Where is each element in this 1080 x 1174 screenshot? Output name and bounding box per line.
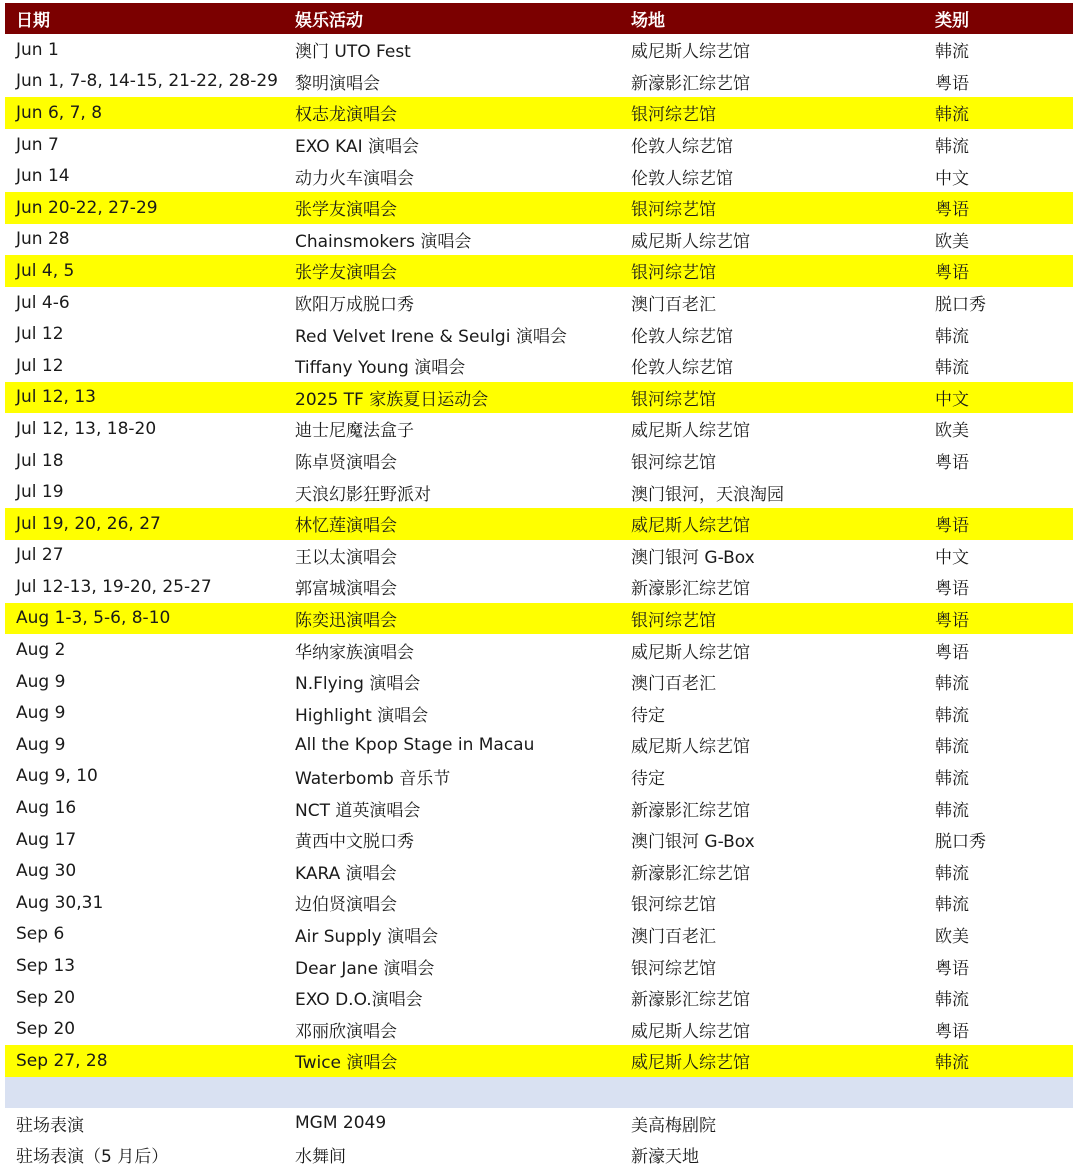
cell-event: 郭富城演唱会 bbox=[295, 579, 397, 600]
table-row bbox=[5, 1108, 1073, 1140]
cell-date: Jul 12-13, 19-20, 25-27 bbox=[16, 576, 212, 597]
cell-category: 粤语 bbox=[935, 958, 969, 979]
cell-category: 粤语 bbox=[935, 610, 969, 631]
cell-date: Jun 20-22, 27-29 bbox=[16, 197, 158, 218]
cell-event: 张学友演唱会 bbox=[295, 263, 397, 284]
cell-date: Aug 30 bbox=[16, 861, 77, 882]
table-row bbox=[5, 855, 1073, 887]
cell-event: 张学友演唱会 bbox=[295, 200, 397, 221]
cell-date: Sep 20 bbox=[16, 1019, 76, 1040]
cell-event: Tiffany Young 演唱会 bbox=[295, 358, 466, 379]
table-row bbox=[5, 413, 1073, 445]
cell-date: Aug 9 bbox=[16, 703, 66, 724]
cell-category: 粤语 bbox=[935, 263, 969, 284]
cell-venue: 威尼斯人综艺馆 bbox=[631, 1021, 750, 1042]
cell-event: Twice 演唱会 bbox=[295, 1053, 398, 1074]
cell-category: 韩流 bbox=[935, 737, 969, 758]
cell-category: 粤语 bbox=[935, 516, 969, 537]
table-row bbox=[5, 540, 1073, 572]
cell-event: Air Supply 演唱会 bbox=[295, 926, 439, 947]
table-row bbox=[5, 224, 1073, 256]
cell-event: 陈卓贤演唱会 bbox=[295, 453, 397, 474]
cell-category: 中文 bbox=[935, 389, 969, 410]
table-row bbox=[5, 287, 1073, 319]
cell-venue: 澳门百老汇 bbox=[631, 926, 716, 947]
table-row bbox=[5, 192, 1073, 224]
cell-venue: 新濠影汇综艺馆 bbox=[631, 990, 750, 1011]
cell-event: 动力火车演唱会 bbox=[295, 168, 414, 189]
table-row bbox=[5, 950, 1073, 982]
header-date: 日期 bbox=[16, 11, 50, 31]
cell-category: 韩流 bbox=[935, 768, 969, 789]
cell-venue: 新濠影汇综艺馆 bbox=[631, 73, 750, 94]
cell-event: Waterbomb 音乐节 bbox=[295, 768, 451, 789]
cell-event: Highlight 演唱会 bbox=[295, 705, 429, 726]
cell-date: Aug 9 bbox=[16, 671, 66, 692]
cell-date: Sep 13 bbox=[16, 956, 76, 977]
cell-date: Jun 1 bbox=[16, 39, 59, 60]
cell-category: 粤语 bbox=[935, 200, 969, 221]
header-category: 类别 bbox=[935, 11, 969, 31]
cell-venue: 待定 bbox=[631, 768, 665, 789]
cell-event: 王以太演唱会 bbox=[295, 547, 397, 568]
cell-date: Sep 20 bbox=[16, 987, 76, 1008]
table-row bbox=[5, 382, 1073, 414]
cell-event: 迪士尼魔法盒子 bbox=[295, 421, 414, 442]
cell-date: Jul 19 bbox=[16, 482, 64, 503]
cell-date: Jul 4, 5 bbox=[16, 260, 75, 281]
cell-event: 水舞间 bbox=[295, 1147, 346, 1168]
cell-event: 陈奕迅演唱会 bbox=[295, 610, 397, 631]
table-row bbox=[5, 603, 1073, 635]
cell-category: 粤语 bbox=[935, 1021, 969, 1042]
cell-category: 欧美 bbox=[935, 231, 969, 252]
cell-category: 中文 bbox=[935, 168, 969, 189]
cell-date: Aug 9 bbox=[16, 734, 66, 755]
cell-venue: 澳门银河，天浪淘园 bbox=[631, 484, 784, 505]
table-row bbox=[5, 729, 1073, 761]
events-table bbox=[5, 3, 1073, 1171]
cell-event: 澳门 UTO Fest bbox=[295, 42, 411, 63]
table-row bbox=[5, 350, 1073, 382]
cell-venue: 新濠影汇综艺馆 bbox=[631, 579, 750, 600]
cell-date: Jun 1, 7-8, 14-15, 21-22, 28-29 bbox=[16, 71, 278, 92]
cell-event: 黎明演唱会 bbox=[295, 73, 380, 94]
cell-venue: 威尼斯人综艺馆 bbox=[631, 231, 750, 252]
cell-date: Aug 16 bbox=[16, 798, 77, 819]
table-row bbox=[5, 982, 1073, 1014]
cell-venue: 美高梅剧院 bbox=[631, 1115, 716, 1136]
cell-event: Red Velvet Irene & Seulgi 演唱会 bbox=[295, 326, 567, 347]
cell-category: 韩流 bbox=[935, 705, 969, 726]
cell-event: Dear Jane 演唱会 bbox=[295, 958, 435, 979]
table-row bbox=[5, 66, 1073, 98]
cell-category: 韩流 bbox=[935, 800, 969, 821]
cell-event: 华纳家族演唱会 bbox=[295, 642, 414, 663]
cell-venue: 伦敦人综艺馆 bbox=[631, 137, 733, 158]
cell-venue: 新濠影汇综艺馆 bbox=[631, 863, 750, 884]
cell-category: 韩流 bbox=[935, 42, 969, 63]
cell-date: Aug 30,31 bbox=[16, 892, 104, 913]
cell-event: EXO KAI 演唱会 bbox=[295, 137, 419, 158]
cell-category: 韩流 bbox=[935, 1053, 969, 1074]
table-row bbox=[5, 887, 1073, 919]
cell-venue: 银河综艺馆 bbox=[631, 263, 716, 284]
table-row bbox=[5, 919, 1073, 951]
cell-event: 林忆莲演唱会 bbox=[295, 516, 397, 537]
cell-date: Jun 14 bbox=[16, 166, 70, 187]
cell-category: 韩流 bbox=[935, 895, 969, 916]
cell-date: Jul 4-6 bbox=[16, 292, 70, 313]
cell-venue: 银河综艺馆 bbox=[631, 389, 716, 410]
cell-venue: 银河综艺馆 bbox=[631, 105, 716, 126]
cell-venue: 威尼斯人综艺馆 bbox=[631, 642, 750, 663]
header-venue: 场地 bbox=[631, 11, 665, 31]
cell-event: NCT 道英演唱会 bbox=[295, 800, 421, 821]
cell-category: 中文 bbox=[935, 547, 969, 568]
cell-date: Sep 6 bbox=[16, 924, 65, 945]
cell-category: 韩流 bbox=[935, 137, 969, 158]
table-row bbox=[5, 508, 1073, 540]
cell-category: 脱口秀 bbox=[935, 295, 986, 316]
cell-date: Jul 12, 13, 18-20 bbox=[16, 418, 157, 439]
cell-venue: 威尼斯人综艺馆 bbox=[631, 737, 750, 758]
cell-event: MGM 2049 bbox=[295, 1113, 387, 1134]
cell-category: 脱口秀 bbox=[935, 832, 986, 853]
cell-date: Jul 27 bbox=[16, 545, 64, 566]
cell-category: 韩流 bbox=[935, 990, 969, 1011]
cell-venue: 伦敦人综艺馆 bbox=[631, 168, 733, 189]
table-row bbox=[5, 476, 1073, 508]
cell-date: Jul 19, 20, 26, 27 bbox=[16, 513, 161, 534]
header-event: 娱乐活动 bbox=[295, 11, 363, 31]
table-row bbox=[5, 792, 1073, 824]
cell-event: 天浪幻影狂野派对 bbox=[295, 484, 431, 505]
cell-venue: 待定 bbox=[631, 705, 665, 726]
table-row bbox=[5, 634, 1073, 666]
table-row bbox=[5, 97, 1073, 129]
cell-venue: 银河综艺馆 bbox=[631, 895, 716, 916]
table-row bbox=[5, 255, 1073, 287]
table-row bbox=[5, 697, 1073, 729]
table-row bbox=[5, 571, 1073, 603]
cell-date: Jul 12 bbox=[16, 324, 64, 345]
cell-venue: 银河综艺馆 bbox=[631, 610, 716, 631]
cell-venue: 澳门百老汇 bbox=[631, 295, 716, 316]
cell-event: 2025 TF 家族夏日运动会 bbox=[295, 389, 489, 410]
table-body bbox=[5, 34, 1073, 1077]
cell-category: 欧美 bbox=[935, 421, 969, 442]
cell-category: 韩流 bbox=[935, 358, 969, 379]
cell-event: All the Kpop Stage in Macau bbox=[295, 734, 535, 755]
cell-venue: 银河综艺馆 bbox=[631, 958, 716, 979]
table-row bbox=[5, 1139, 1073, 1171]
cell-date: Jun 6, 7, 8 bbox=[16, 102, 103, 123]
cell-venue: 威尼斯人综艺馆 bbox=[631, 421, 750, 442]
table-row bbox=[5, 1045, 1073, 1077]
cell-date: Aug 2 bbox=[16, 640, 66, 661]
cell-date: Jul 18 bbox=[16, 450, 64, 471]
cell-event: EXO D.O.演唱会 bbox=[295, 990, 423, 1011]
cell-venue: 伦敦人综艺馆 bbox=[631, 358, 733, 379]
table-row bbox=[5, 666, 1073, 698]
cell-venue: 澳门百老汇 bbox=[631, 674, 716, 695]
table-row bbox=[5, 761, 1073, 793]
cell-venue: 伦敦人综艺馆 bbox=[631, 326, 733, 347]
cell-category: 韩流 bbox=[935, 674, 969, 695]
cell-venue: 银河综艺馆 bbox=[631, 453, 716, 474]
cell-event: 边伯贤演唱会 bbox=[295, 895, 397, 916]
table-row bbox=[5, 1013, 1073, 1045]
cell-date: Sep 27, 28 bbox=[16, 1050, 108, 1071]
cell-category: 粤语 bbox=[935, 579, 969, 600]
table-separator bbox=[5, 1077, 1073, 1108]
table-row bbox=[5, 34, 1073, 66]
cell-date: 驻场表演（5 月后） bbox=[16, 1147, 169, 1168]
cell-category: 粤语 bbox=[935, 73, 969, 94]
cell-date: Jul 12 bbox=[16, 355, 64, 376]
cell-event: N.Flying 演唱会 bbox=[295, 674, 421, 695]
cell-venue: 澳门银河 G-Box bbox=[631, 832, 755, 853]
cell-date: Jul 12, 13 bbox=[16, 387, 96, 408]
table-footer bbox=[5, 1108, 1073, 1171]
cell-category: 欧美 bbox=[935, 926, 969, 947]
table-row bbox=[5, 318, 1073, 350]
cell-date: Jun 7 bbox=[16, 134, 59, 155]
cell-event: KARA 演唱会 bbox=[295, 863, 397, 884]
cell-category: 韩流 bbox=[935, 326, 969, 347]
cell-event: 欧阳万成脱口秀 bbox=[295, 295, 414, 316]
cell-category: 韩流 bbox=[935, 105, 969, 126]
cell-venue: 银河综艺馆 bbox=[631, 200, 716, 221]
cell-category: 韩流 bbox=[935, 863, 969, 884]
cell-venue: 威尼斯人综艺馆 bbox=[631, 42, 750, 63]
cell-venue: 澳门银河 G-Box bbox=[631, 547, 755, 568]
cell-date: Aug 17 bbox=[16, 829, 77, 850]
cell-event: 权志龙演唱会 bbox=[295, 105, 397, 126]
cell-event: 邓丽欣演唱会 bbox=[295, 1021, 397, 1042]
table-row bbox=[5, 824, 1073, 856]
cell-date: Aug 1-3, 5-6, 8-10 bbox=[16, 608, 171, 629]
cell-venue: 威尼斯人综艺馆 bbox=[631, 516, 750, 537]
cell-date: 驻场表演 bbox=[16, 1115, 84, 1136]
cell-venue: 新濠影汇综艺馆 bbox=[631, 800, 750, 821]
cell-date: Jun 28 bbox=[16, 229, 70, 250]
cell-venue: 新濠天地 bbox=[631, 1147, 699, 1168]
table-row bbox=[5, 445, 1073, 477]
cell-event: 黄西中文脱口秀 bbox=[295, 832, 414, 853]
cell-venue: 威尼斯人综艺馆 bbox=[631, 1053, 750, 1074]
table-row bbox=[5, 129, 1073, 161]
cell-category: 粤语 bbox=[935, 453, 969, 474]
table-row bbox=[5, 160, 1073, 192]
table-header bbox=[5, 3, 1073, 34]
cell-event: Chainsmokers 演唱会 bbox=[295, 231, 472, 252]
cell-date: Aug 9, 10 bbox=[16, 766, 98, 787]
cell-category: 粤语 bbox=[935, 642, 969, 663]
